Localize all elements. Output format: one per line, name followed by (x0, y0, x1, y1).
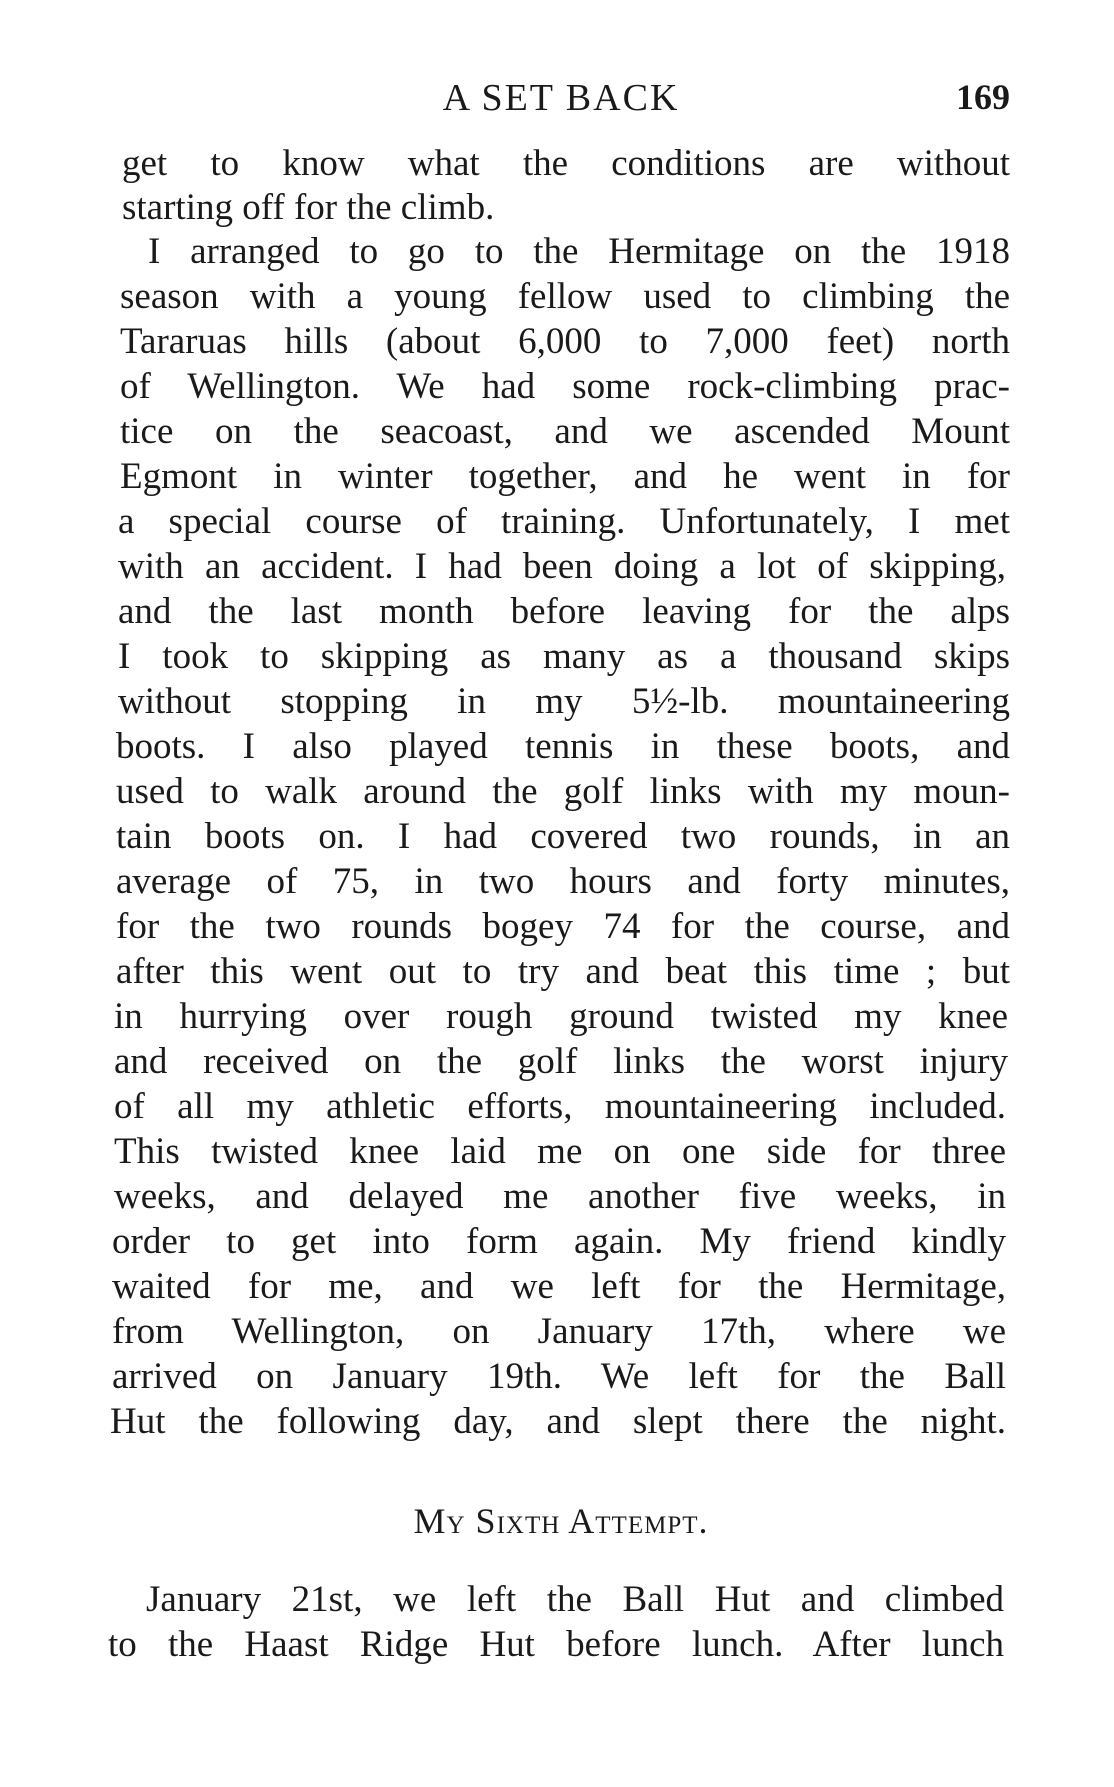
text-line: weeks, and delayed me another five weeks, in (114, 1176, 1006, 1217)
text-line: of all my athletic efforts, mountaineering included. (114, 1086, 1006, 1127)
text-line: used to walk around the golf links with my moun- (116, 771, 1010, 812)
section-heading: My Sixth Attempt. (413, 1501, 709, 1541)
text-line: to the Haast Ridge Hut before lunch. After lunch (108, 1624, 1004, 1665)
text-line: I arranged to go to the Hermitage on the 1918 (148, 231, 1010, 272)
page-number: 169 (956, 77, 1010, 117)
text-line: boots. I also played tennis in these boots, and (116, 726, 1010, 767)
text-line: and received on the golf links the worst injury (114, 1041, 1008, 1082)
text-line: tice on the seacoast, and we ascended Mount (120, 411, 1010, 452)
text-line: season with a young fellow used to climbing the (120, 276, 1010, 317)
text-line: with an accident. I had been doing a lot of skipping, (118, 546, 1006, 587)
text-line: I took to skipping as many as a thousand skips (118, 636, 1010, 677)
text-line: Hut the following day, and slept there the night. (110, 1401, 1006, 1442)
text-line: a special course of training. Unfortunately, I met (118, 501, 1010, 542)
text-line: of Wellington. We had some rock-climbing prac- (120, 366, 1010, 407)
text-line: without stopping in my 5½-lb. mountaineering (118, 681, 1010, 722)
text-line: get to know what the conditions are without (122, 143, 1010, 184)
text-line: and the last month before leaving for the alps (118, 591, 1010, 632)
text-line: January 21st, we left the Ball Hut and climbed (146, 1579, 1004, 1620)
text-line: after this went out to try and beat this time ; but (116, 951, 1010, 992)
running-head (112, 76, 1010, 126)
text-line: Tararuas hills (about 6,000 to 7,000 feet) north (120, 321, 1010, 362)
text-line: for the two rounds bogey 74 for the course, and (116, 906, 1010, 947)
text-line: arrived on January 19th. We left for the Ball (112, 1356, 1006, 1397)
text-line: starting off for the climb. (122, 187, 495, 228)
text-line: waited for me, and we left for the Hermitage, (112, 1266, 1006, 1307)
text-line: Egmont in winter together, and he went in for (120, 456, 1010, 497)
running-title: A SET BACK (442, 77, 680, 119)
text-line: average of 75, in two hours and forty minutes, (116, 861, 1010, 902)
text-line: order to get into form again. My friend kindly (112, 1221, 1006, 1262)
text-line: This twisted knee laid me on one side for three (114, 1131, 1006, 1172)
text-line: in hurrying over rough ground twisted my knee (114, 996, 1008, 1037)
text-line: from Wellington, on January 17th, where we (112, 1311, 1006, 1352)
text-line: tain boots on. I had covered two rounds, in an (116, 816, 1010, 857)
